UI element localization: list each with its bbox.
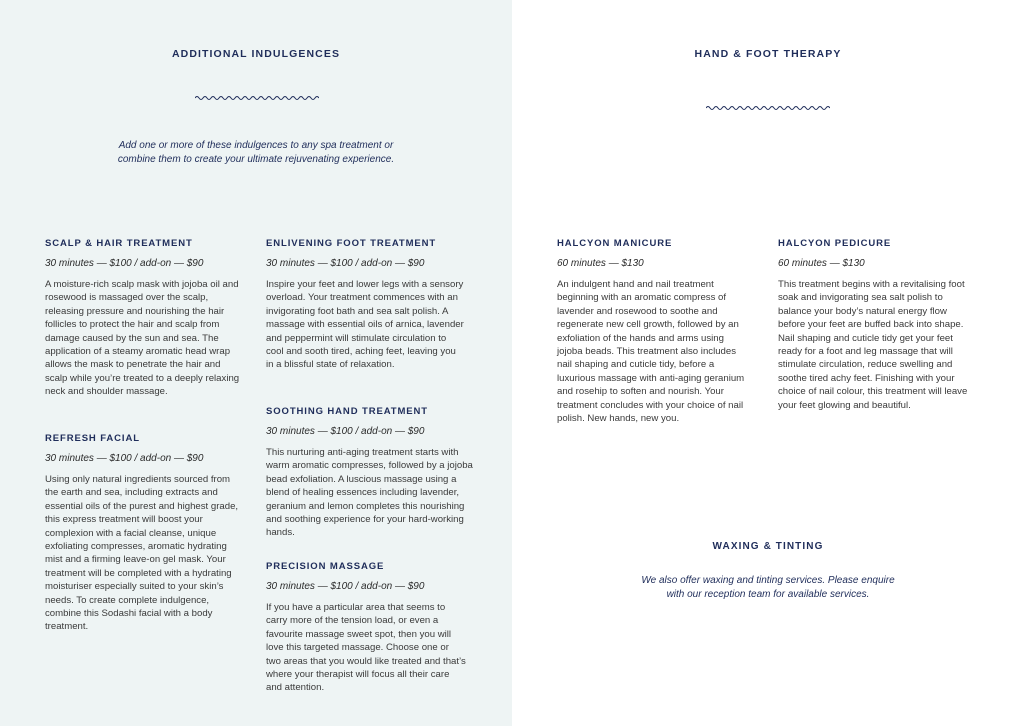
treatment-halcyon-pedicure xyxy=(778,238,976,412)
treatment-price: 30 minutes — $100 / add-on — $90 xyxy=(266,258,425,269)
treatment-soothing-hand xyxy=(266,406,476,540)
indulgences-intro: Add one or more of these indulgences to any spa treatment or combine them to create your ultimate rejuvenating experience. xyxy=(117,140,395,165)
treatment-price: 30 minutes — $100 / add-on — $90 xyxy=(266,581,425,592)
additional-indulgences-title: ADDITIONAL INDULGENCES xyxy=(171,48,341,60)
treatment-halcyon-manicure xyxy=(557,238,747,425)
waxing-tinting-title: WAXING & TINTING xyxy=(712,541,824,552)
treatment-description: If you have a particular area that seems to carry more of the tension load, or even a favourite massage sweet spot, then you will love this targeted massage. Choose one or two areas that you would like treated and that’s where your therapist will focus all their care and attention. xyxy=(266,602,466,694)
wave-divider-left xyxy=(195,94,319,102)
treatment-title: PRECISION MASSAGE xyxy=(266,561,385,572)
treatment-description: A moisture-rich scalp mask with jojoba oil and rosewood is massaged over the scalp, releasing pressure and nourishing the hair follicles to protect the hair and scalp from damage caused by the sun and sea. The application of a steamy aromatic head wrap allows the mask to penetrate the hair and scalp while you’re treated to a deeply relaxing neck and shoulder massage. xyxy=(45,279,240,398)
treatment-precision-massage xyxy=(266,561,466,695)
treatment-enlivening-foot xyxy=(266,238,464,372)
treatment-price: 30 minutes — $100 / add-on — $90 xyxy=(45,453,204,464)
hand-foot-therapy-title: HAND & FOOT THERAPY xyxy=(694,48,842,60)
treatment-price: 60 minutes — $130 xyxy=(557,258,644,269)
treatment-title: HALCYON MANICURE xyxy=(557,238,673,249)
treatment-scalp-hair xyxy=(45,238,241,399)
waxing-tinting-text: We also offer waxing and tinting services. Please enquire with our reception team for available services. xyxy=(641,575,895,600)
treatment-price: 60 minutes — $130 xyxy=(778,258,865,269)
treatment-title: REFRESH FACIAL xyxy=(45,433,140,444)
treatment-title: SCALP & HAIR TREATMENT xyxy=(45,238,193,249)
treatment-description: Inspire your feet and lower legs with a sensory overload. Your treatment commences with an invigorating foot bath and sea salt polish. A massage with essential oils of arnica, lavender and peppermint will stimulate circulation to cool and sooth tired, aching feet, leaving you in a blissful state of relaxation. xyxy=(266,279,464,371)
treatment-description: This nurturing anti-aging treatment starts with warm aromatic compresses, followed by a jojoba bead exfoliation. A luscious massage using a blend of healing essences including lavender, geranium and lemon completes this nourishing and soothing experience for your hard-working hands. xyxy=(266,447,473,539)
treatment-title: SOOTHING HAND TREATMENT xyxy=(266,406,428,417)
treatment-title: ENLIVENING FOOT TREATMENT xyxy=(266,238,437,249)
wave-divider-right xyxy=(706,104,830,112)
treatment-price: 30 minutes — $100 / add-on — $90 xyxy=(45,258,204,269)
treatment-price: 30 minutes — $100 / add-on — $90 xyxy=(266,426,425,437)
treatment-refresh-facial xyxy=(45,433,243,634)
treatment-title: HALCYON PEDICURE xyxy=(778,238,892,249)
treatment-description: This treatment begins with a revitalising foot soak and invigorating sea salt polish to balance your body’s natural energy flow before your feet are buffed back into shape. Nail shaping and cuticle tidy get your feet ready for a foot and leg massage that will stimulate circulation, reduce swelling and soothe tired achy feet. Finishing with your choice of nail colour, this treatment will leave your feet glowing and beautiful. xyxy=(778,279,968,411)
treatment-description: Using only natural ingredients sourced from the earth and sea, including extracts and essential oils of the purest and highest grade, this express treatment will boost your complexion with a facial cleanse, unique exfoliating compresses, aromatic hydrating mist and a firming leave-on gel mask. Your treatment will be completed with a hydrating moisturiser especially suited to your skin’s needs. To create complete indulgence, combine this Sodashi facial with a body treatment. xyxy=(45,474,239,633)
treatment-description: An indulgent hand and nail treatment beginning with an aromatic compress of lavender and rosewood to soothe and regenerate new cell growth, followed by an exfoliation of the hands and arms using jojoba beads. This treatment also includes nail shaping and cuticle tidy, before a luxurious massage with anti-aging geranium and rosehip to soften and nourish. Your treatment concludes with your choice of nail polish. New hands, new you. xyxy=(557,279,745,425)
